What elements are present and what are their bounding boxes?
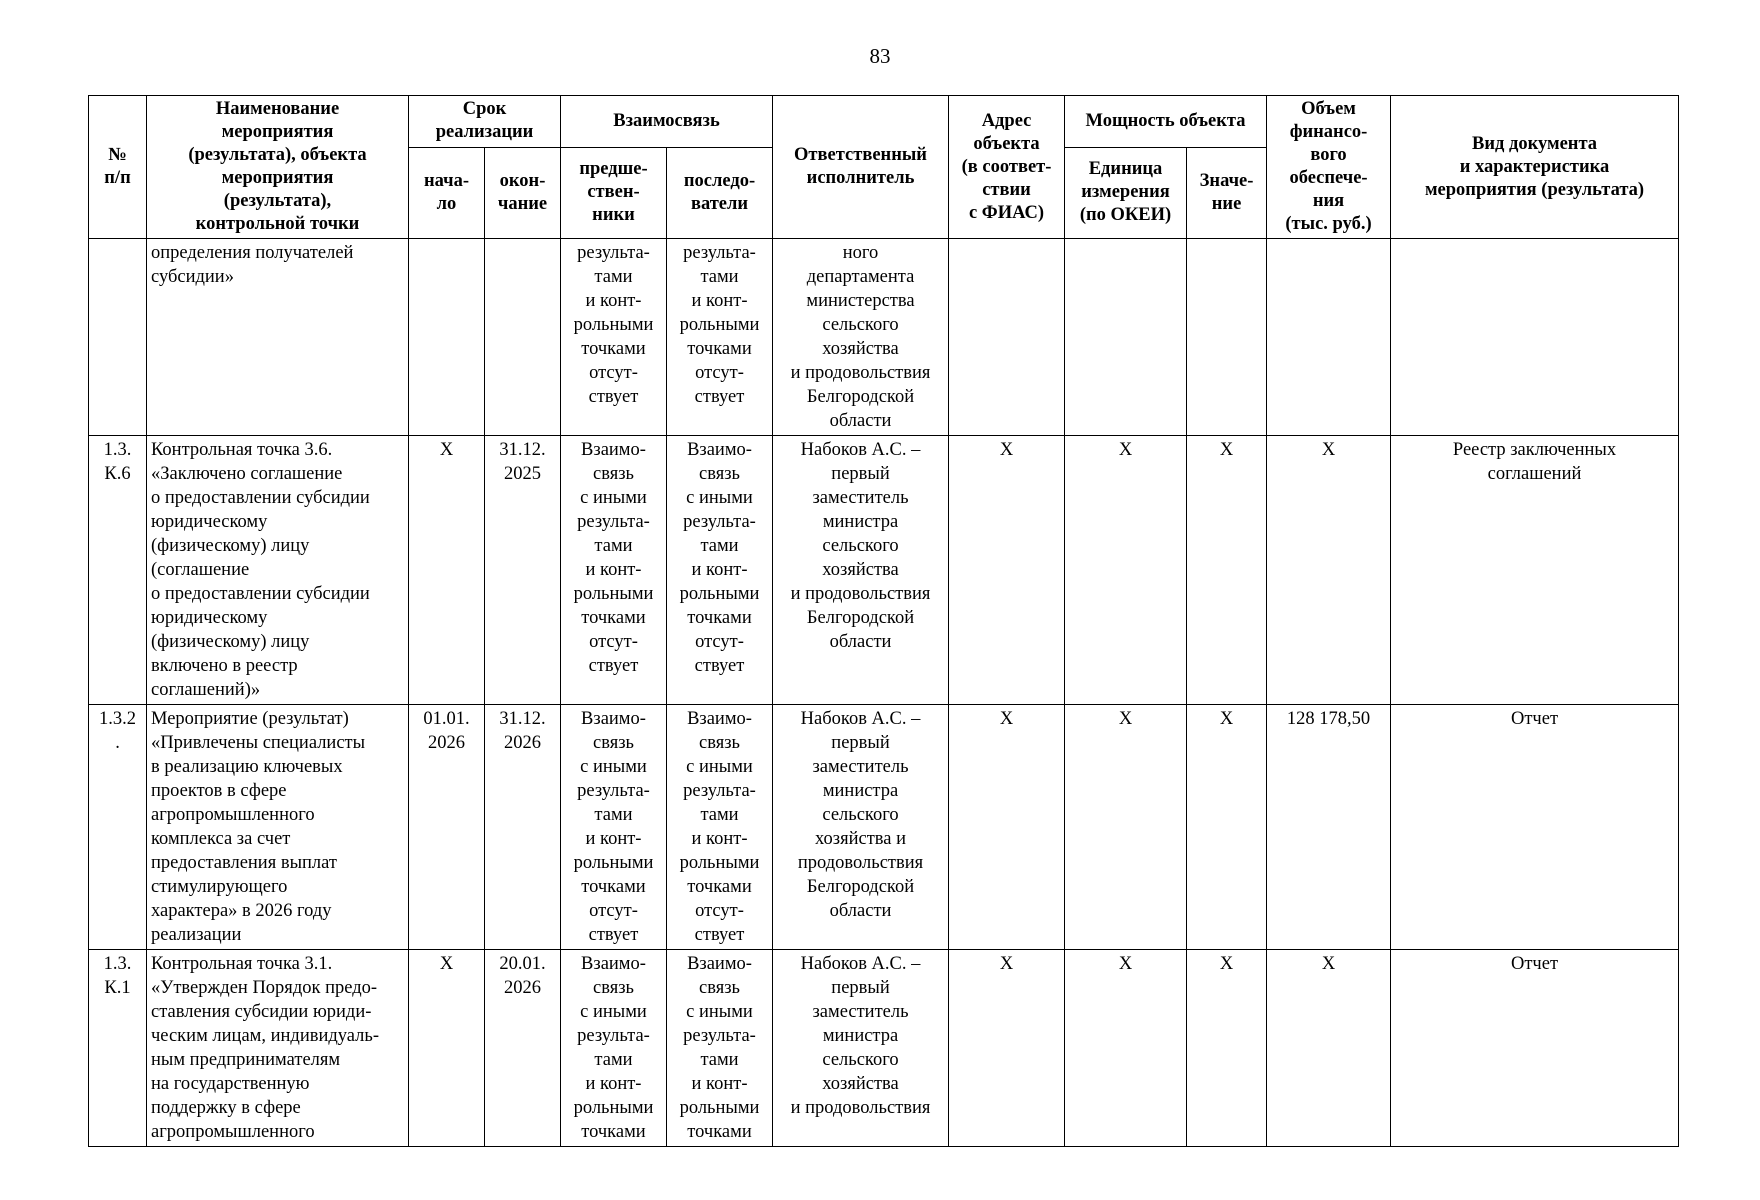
row-executor: ного департамента министерства сельского хозяйства и продовольствия Белгородской области [773, 239, 949, 436]
plan-table [88, 95, 1679, 1147]
row-num: 1.3.2 . [89, 705, 147, 950]
row-value: Х [1187, 705, 1267, 950]
row-document: Отчет [1391, 705, 1679, 950]
row-value [1187, 239, 1267, 436]
header-executor: Ответственный исполнитель [773, 96, 949, 239]
table-row [89, 239, 1679, 436]
row-end [485, 239, 561, 436]
row-address: Х [949, 436, 1065, 705]
row-address [949, 239, 1065, 436]
row-executor: Набоков А.С. – первый заместитель министра сельского хозяйства и продовольствия Белгородской области [773, 436, 949, 705]
row-successors: результа- тами и конт- рольными точками отсут- ствует [667, 239, 773, 436]
table-row [89, 950, 1679, 1147]
row-value: Х [1187, 436, 1267, 705]
row-unit: Х [1065, 950, 1187, 1147]
row-executor: Набоков А.С. – первый заместитель министра сельского хозяйства и продовольствия [773, 950, 949, 1147]
page-number: 83 [869, 44, 891, 68]
row-unit: Х [1065, 436, 1187, 705]
row-document: Реестр заключенных соглашений [1391, 436, 1679, 705]
row-value: Х [1187, 950, 1267, 1147]
row-unit: Х [1065, 705, 1187, 950]
row-predecessors: результа- тами и конт- рольными точками отсут- ствует [561, 239, 667, 436]
table-row [89, 436, 1679, 705]
row-start: Х [409, 950, 485, 1147]
header-financing: Объем финансо- вого обеспече- ния (тыс. руб.) [1267, 96, 1391, 239]
row-unit [1065, 239, 1187, 436]
header-link-predecessors: предше- ствен- ники [561, 147, 667, 238]
header-name: Наименование мероприятия (результата), объекта мероприятия (результата), контрольной точки [147, 96, 409, 239]
row-financing: Х [1267, 950, 1391, 1147]
row-num [89, 239, 147, 436]
header-term-start: нача- ло [409, 147, 485, 238]
table-row [89, 705, 1679, 950]
row-successors: Взаимо- связь с иными результа- тами и конт- рольными точками [667, 950, 773, 1147]
row-name: Контрольная точка 3.6. «Заключено соглашение о предоставлении субсидии юридическому (физическому) лицу (соглашение о предоставлении субсидии юридическому (физическому) лицу включено в реестр соглашений)» [147, 436, 409, 705]
row-num: 1.3. К.6 [89, 436, 147, 705]
header-power: Мощность объекта [1065, 96, 1267, 148]
header-unit: Единица измерения (по ОКЕИ) [1065, 147, 1187, 238]
row-executor: Набоков А.С. – первый заместитель министра сельского хозяйства и продовольствия Белгородской области [773, 705, 949, 950]
row-address: Х [949, 950, 1065, 1147]
row-end: 20.01. 2026 [485, 950, 561, 1147]
header-link: Взаимосвязь [561, 96, 773, 148]
row-address: Х [949, 705, 1065, 950]
row-name: Мероприятие (результат) «Привлечены специалисты в реализацию ключевых проектов в сфере агропромышленного комплекса за счет предоставления выплат стимулирующего характера» в 2026 году реализации [147, 705, 409, 950]
row-end: 31.12. 2026 [485, 705, 561, 950]
row-financing: 128 178,50 [1267, 705, 1391, 950]
header-document: Вид документа и характеристика мероприятия (результата) [1391, 96, 1679, 239]
row-predecessors: Взаимо- связь с иными результа- тами и конт- рольными точками [561, 950, 667, 1147]
row-name: Контрольная точка 3.1. «Утвержден Порядок предо- ставления субсидии юриди- ческим лицам, индивидуаль- ным предпринимателям на государственную поддержку в сфере агропромышленного [147, 950, 409, 1147]
row-start [409, 239, 485, 436]
row-predecessors: Взаимо- связь с иными результа- тами и конт- рольными точками отсут- ствует [561, 436, 667, 705]
row-end: 31.12. 2025 [485, 436, 561, 705]
row-document: Отчет [1391, 950, 1679, 1147]
row-name: определения получателей субсидии» [147, 239, 409, 436]
row-predecessors: Взаимо- связь с иными результа- тами и конт- рольными точками отсут- ствует [561, 705, 667, 950]
row-financing [1267, 239, 1391, 436]
row-successors: Взаимо- связь с иными результа- тами и конт- рольными точками отсут- ствует [667, 705, 773, 950]
header-value: Значе- ние [1187, 147, 1267, 238]
header-term-end: окон- чание [485, 147, 561, 238]
header-term: Срок реализации [409, 96, 561, 148]
row-financing: Х [1267, 436, 1391, 705]
header-num: № п/п [89, 96, 147, 239]
row-start: Х [409, 436, 485, 705]
header-address: Адрес объекта (в соответ- ствии с ФИАС) [949, 96, 1065, 239]
row-num: 1.3. К.1 [89, 950, 147, 1147]
header-link-successors: последо- ватели [667, 147, 773, 238]
row-document [1391, 239, 1679, 436]
row-successors: Взаимо- связь с иными результа- тами и конт- рольными точками отсут- ствует [667, 436, 773, 705]
row-start: 01.01. 2026 [409, 705, 485, 950]
